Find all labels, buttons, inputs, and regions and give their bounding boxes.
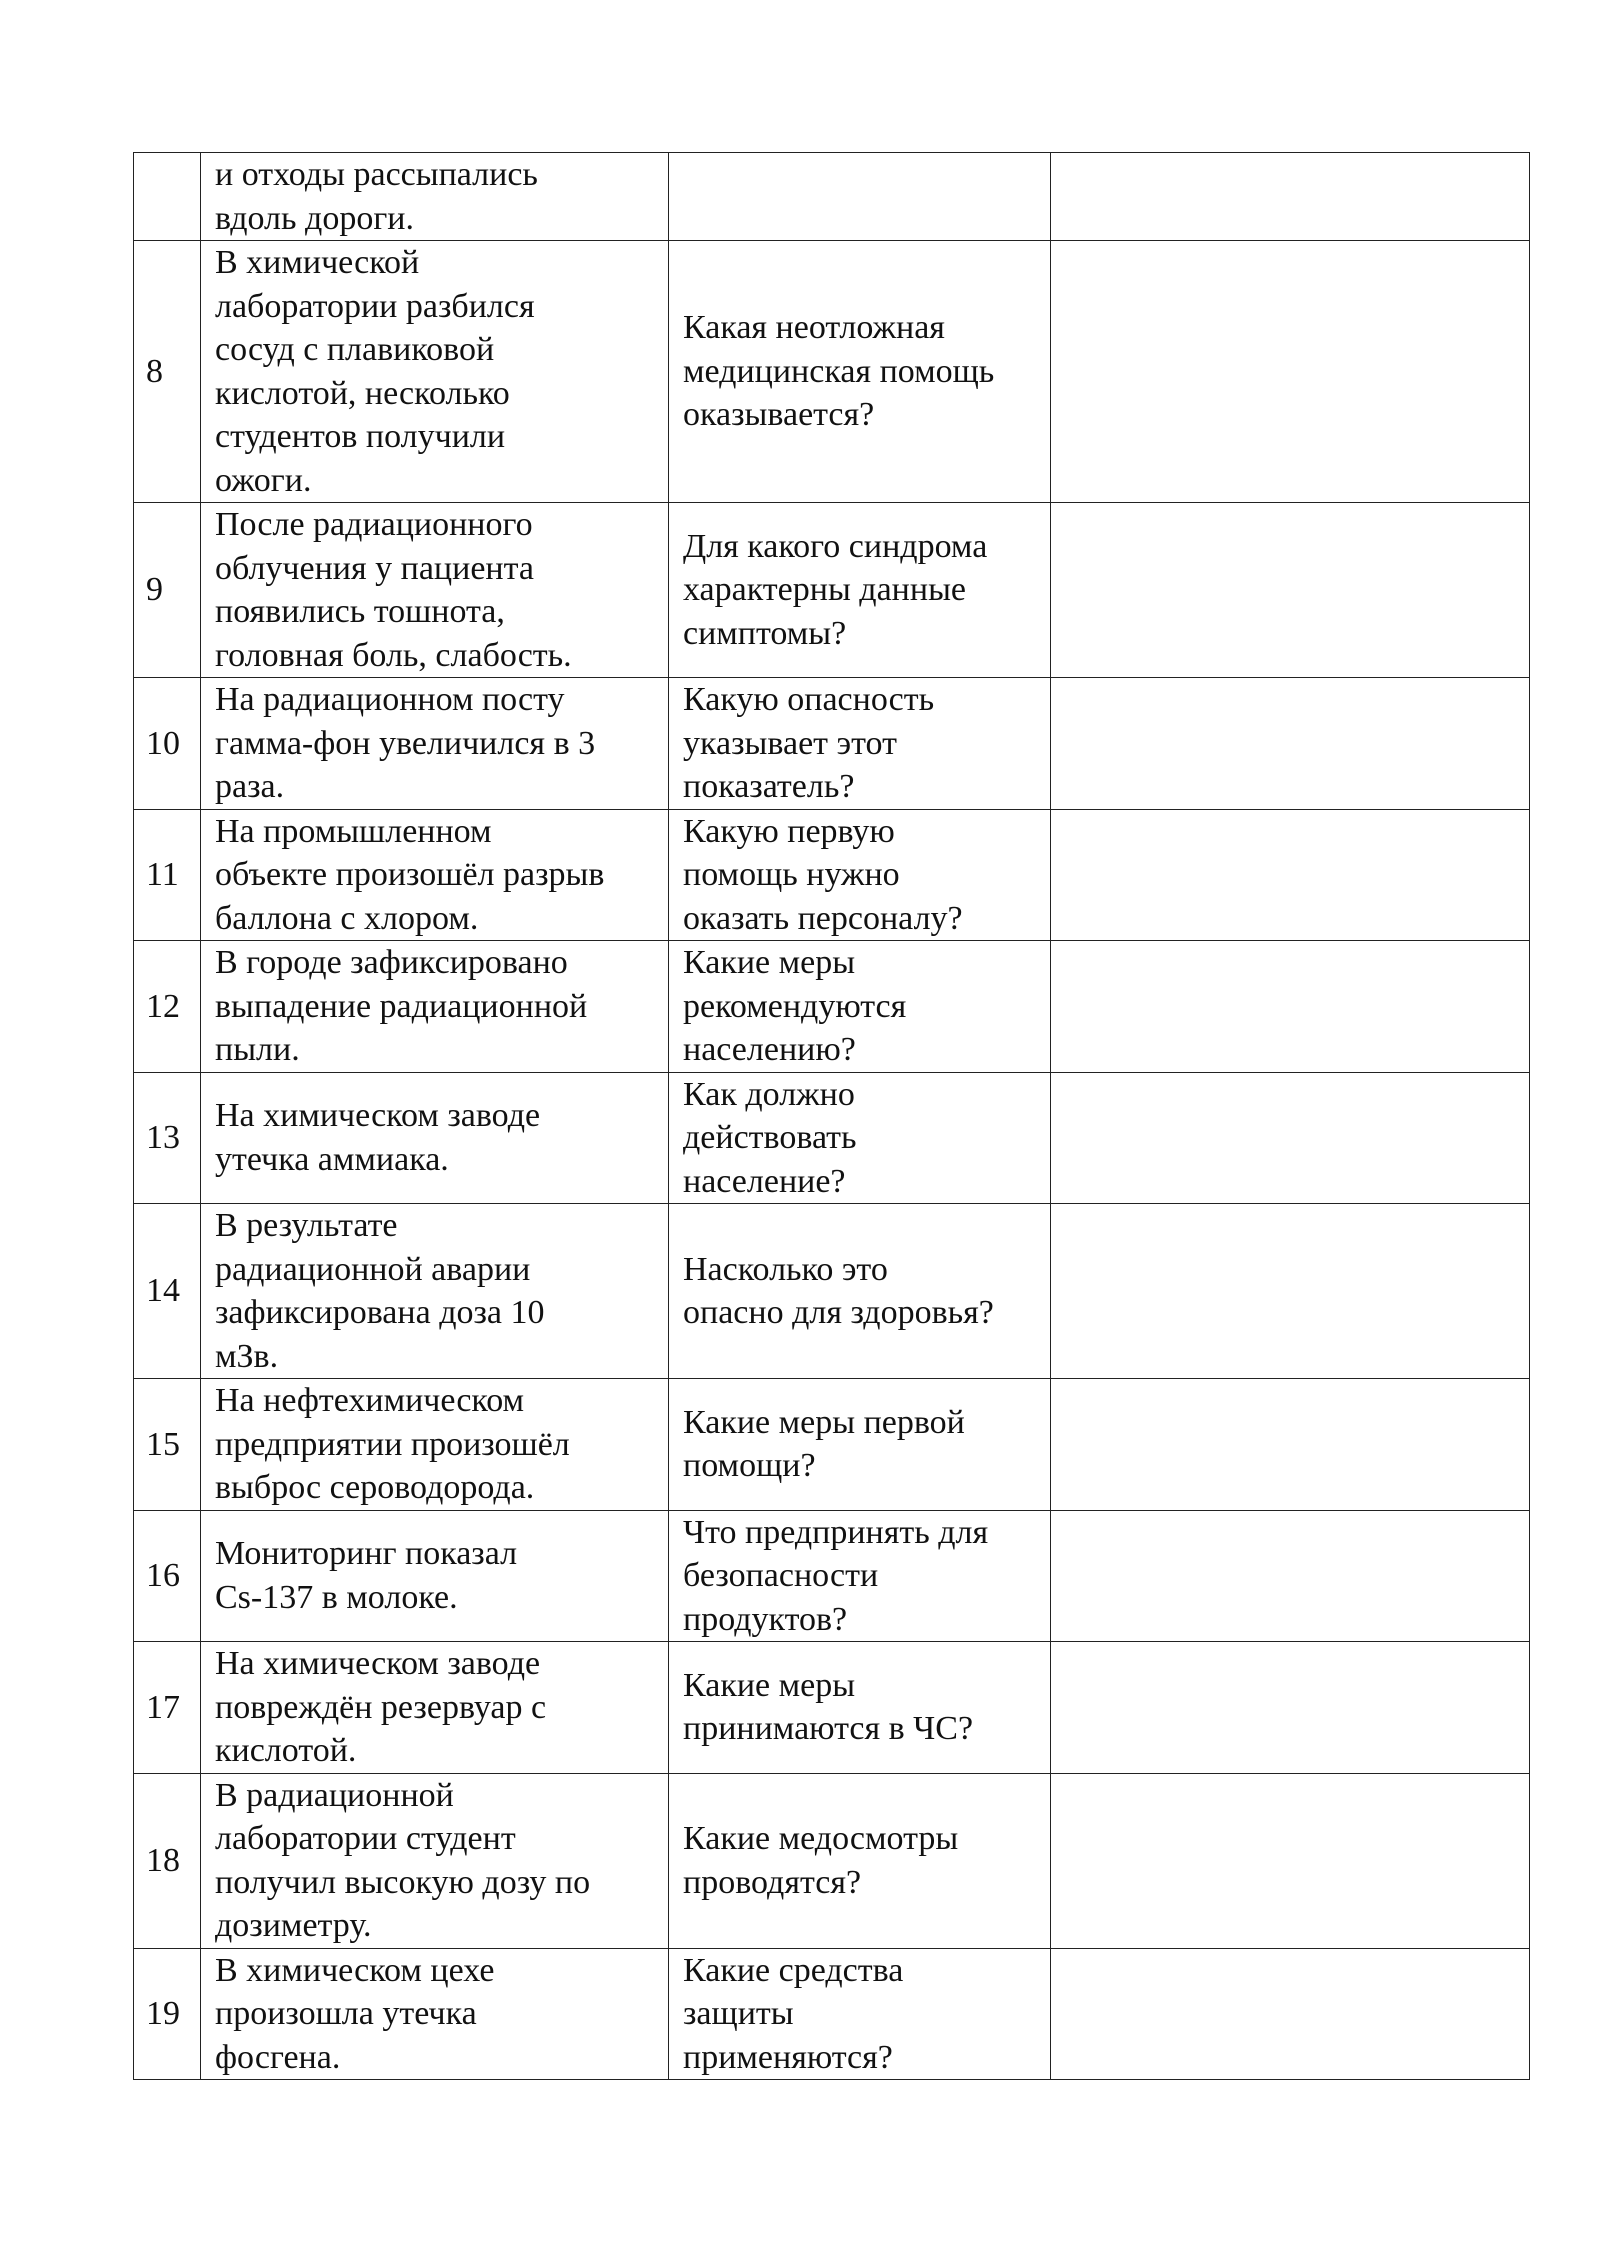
answer-cell (1051, 1642, 1530, 1774)
situation-cell: и отходы рассыпались вдоль дороги. (201, 153, 669, 241)
row-number-cell: 17 (134, 1642, 201, 1774)
table-row (134, 1204, 1530, 1379)
answer-cell (1051, 678, 1530, 810)
row-number-cell (134, 153, 201, 241)
question-cell: Как должно действовать население? (669, 1072, 1051, 1204)
situation-cell: В радиационной лаборатории студент получил высокую дозу по дозиметру. (201, 1773, 669, 1948)
answer-cell (1051, 153, 1530, 241)
question-cell: Какие меры первой помощи? (669, 1379, 1051, 1511)
table-row (134, 1773, 1530, 1948)
answer-cell (1051, 1948, 1530, 2080)
situation-cell: На промышленном объекте произошёл разрыв баллона с хлором. (201, 809, 669, 941)
row-number-cell: 16 (134, 1510, 201, 1642)
table-row (134, 1072, 1530, 1204)
answer-cell (1051, 809, 1530, 941)
table-row (134, 153, 1530, 241)
question-cell: Какие меры рекомендуются населению? (669, 941, 1051, 1073)
row-number-cell: 10 (134, 678, 201, 810)
answer-cell (1051, 1773, 1530, 1948)
table-row (134, 1510, 1530, 1642)
answer-cell (1051, 1072, 1530, 1204)
situation-cell: На радиационном посту гамма-фон увеличился в 3 раза. (201, 678, 669, 810)
situation-cell: На нефтехимическом предприятии произошёл выброс сероводорода. (201, 1379, 669, 1511)
row-number-cell: 11 (134, 809, 201, 941)
answer-cell (1051, 503, 1530, 678)
row-number-cell: 19 (134, 1948, 201, 2080)
row-number-cell: 18 (134, 1773, 201, 1948)
situation-cell: На химическом заводе утечка аммиака. (201, 1072, 669, 1204)
situation-cell: В химическом цехе произошла утечка фосгена. (201, 1948, 669, 2080)
answer-cell (1051, 941, 1530, 1073)
question-cell: Какую опасность указывает этот показатель? (669, 678, 1051, 810)
question-cell: Какие средства защиты применяются? (669, 1948, 1051, 2080)
row-number-cell: 13 (134, 1072, 201, 1204)
row-number-cell: 14 (134, 1204, 201, 1379)
question-cell: Что предпринять для безопасности продуктов? (669, 1510, 1051, 1642)
situation-cell: После радиационного облучения у пациента появились тошнота, головная боль, слабость. (201, 503, 669, 678)
row-number-cell: 12 (134, 941, 201, 1073)
table-row (134, 809, 1530, 941)
answer-cell (1051, 1379, 1530, 1511)
row-number-cell: 15 (134, 1379, 201, 1511)
question-cell: Какие медосмотры проводятся? (669, 1773, 1051, 1948)
situation-cell: На химическом заводе повреждён резервуар с кислотой. (201, 1642, 669, 1774)
table-row (134, 241, 1530, 503)
row-number-cell: 9 (134, 503, 201, 678)
situation-cell: В городе зафиксировано выпадение радиационной пыли. (201, 941, 669, 1073)
table-row (134, 1379, 1530, 1511)
question-cell: Какая неотложная медицинская помощь оказывается? (669, 241, 1051, 503)
table-row (134, 1948, 1530, 2080)
question-cell: Какую первую помощь нужно оказать персоналу? (669, 809, 1051, 941)
table-row (134, 1642, 1530, 1774)
question-cell: Насколько это опасно для здоровья? (669, 1204, 1051, 1379)
question-cell: Для какого синдрома характерны данные симптомы? (669, 503, 1051, 678)
answer-cell (1051, 241, 1530, 503)
question-cell: Какие меры принимаются в ЧС? (669, 1642, 1051, 1774)
situation-cell: В результате радиационной аварии зафиксирована доза 10 мЗв. (201, 1204, 669, 1379)
table-body (134, 153, 1530, 2080)
document-table (133, 152, 1530, 2080)
situation-cell: В химической лаборатории разбился сосуд с плавиковой кислотой, несколько студентов получили ожоги. (201, 241, 669, 503)
table-row (134, 678, 1530, 810)
table-row (134, 503, 1530, 678)
answer-cell (1051, 1510, 1530, 1642)
table-row (134, 941, 1530, 1073)
question-cell (669, 153, 1051, 241)
situation-cell: Мониторинг показал Cs-137 в молоке. (201, 1510, 669, 1642)
answer-cell (1051, 1204, 1530, 1379)
row-number-cell: 8 (134, 241, 201, 503)
